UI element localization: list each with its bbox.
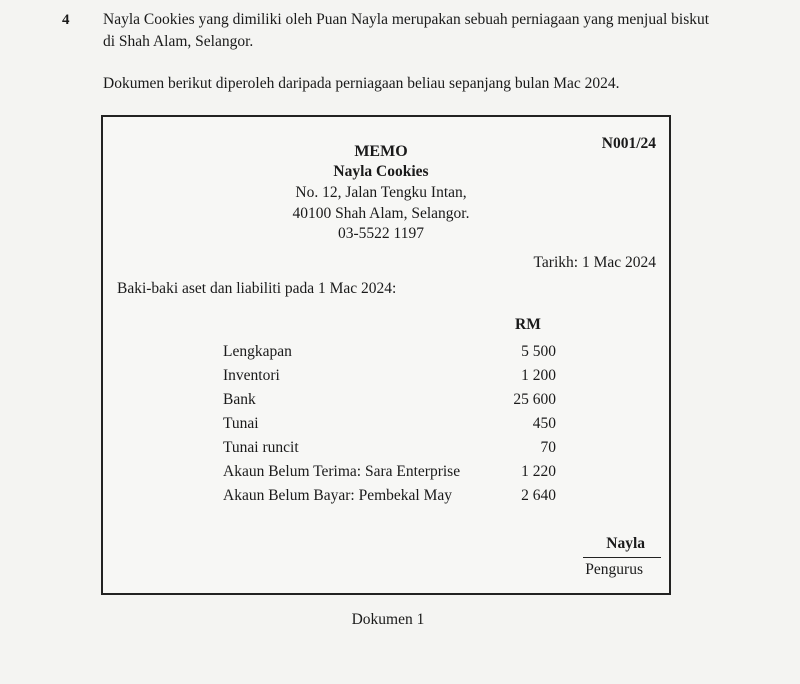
intro-text-paragraph2: Dokumen berikut diperoleh daripada perniagaan beliau sepanjang bulan Mac 2024. bbox=[103, 75, 620, 92]
item-value: 1 200 bbox=[521, 367, 556, 384]
signature-name: Nayla bbox=[606, 535, 645, 552]
item-label: Inventori bbox=[223, 367, 280, 384]
document-caption: Dokumen 1 bbox=[351, 611, 425, 628]
item-label: Bank bbox=[223, 391, 256, 408]
list-item bbox=[223, 343, 563, 367]
signature-divider bbox=[583, 557, 661, 558]
item-label: Tunai bbox=[223, 415, 259, 432]
list-item bbox=[223, 487, 563, 511]
item-value: 70 bbox=[540, 439, 556, 456]
list-item bbox=[223, 439, 563, 463]
item-label: Lengkapan bbox=[223, 343, 292, 360]
memo-reference-number: N001/24 bbox=[601, 135, 656, 152]
memo-document bbox=[101, 115, 671, 595]
list-item bbox=[223, 463, 563, 487]
item-value: 450 bbox=[532, 415, 556, 432]
list-item bbox=[223, 391, 563, 415]
memo-address-line1: No. 12, Jalan Tengku Intan, bbox=[295, 184, 467, 201]
memo-phone: 03-5522 1197 bbox=[338, 225, 424, 242]
item-value: 25 600 bbox=[513, 391, 556, 408]
item-label: Akaun Belum Terima: Sara Enterprise bbox=[223, 463, 461, 480]
item-value: 1 220 bbox=[521, 463, 556, 480]
memo-title: MEMO bbox=[354, 143, 408, 160]
item-value: 5 500 bbox=[521, 343, 556, 360]
intro-text-line1: Nayla Cookies yang dimiliki oleh Puan Nayla merupakan sebuah perniagaan yang menjual biskut bbox=[103, 11, 710, 28]
signature-role: Pengurus bbox=[585, 561, 643, 578]
memo-balance-heading: Baki-baki aset dan liabiliti pada 1 Mac 2024: bbox=[117, 280, 397, 297]
memo-date: Tarikh: 1 Mac 2024 bbox=[533, 254, 656, 271]
list-item bbox=[223, 415, 563, 439]
item-label: Tunai runcit bbox=[223, 439, 299, 456]
item-label: Akaun Belum Bayar: Pembekal May bbox=[223, 487, 453, 504]
question-number: 4 bbox=[62, 12, 70, 28]
currency-column-header: RM bbox=[515, 316, 541, 333]
memo-business-name: Nayla Cookies bbox=[333, 163, 429, 180]
item-value: 2 640 bbox=[521, 487, 556, 504]
memo-address-line2: 40100 Shah Alam, Selangor. bbox=[292, 205, 470, 222]
intro-text-line2: di Shah Alam, Selangor. bbox=[103, 33, 254, 50]
list-item bbox=[223, 367, 563, 391]
balance-list bbox=[223, 343, 563, 511]
